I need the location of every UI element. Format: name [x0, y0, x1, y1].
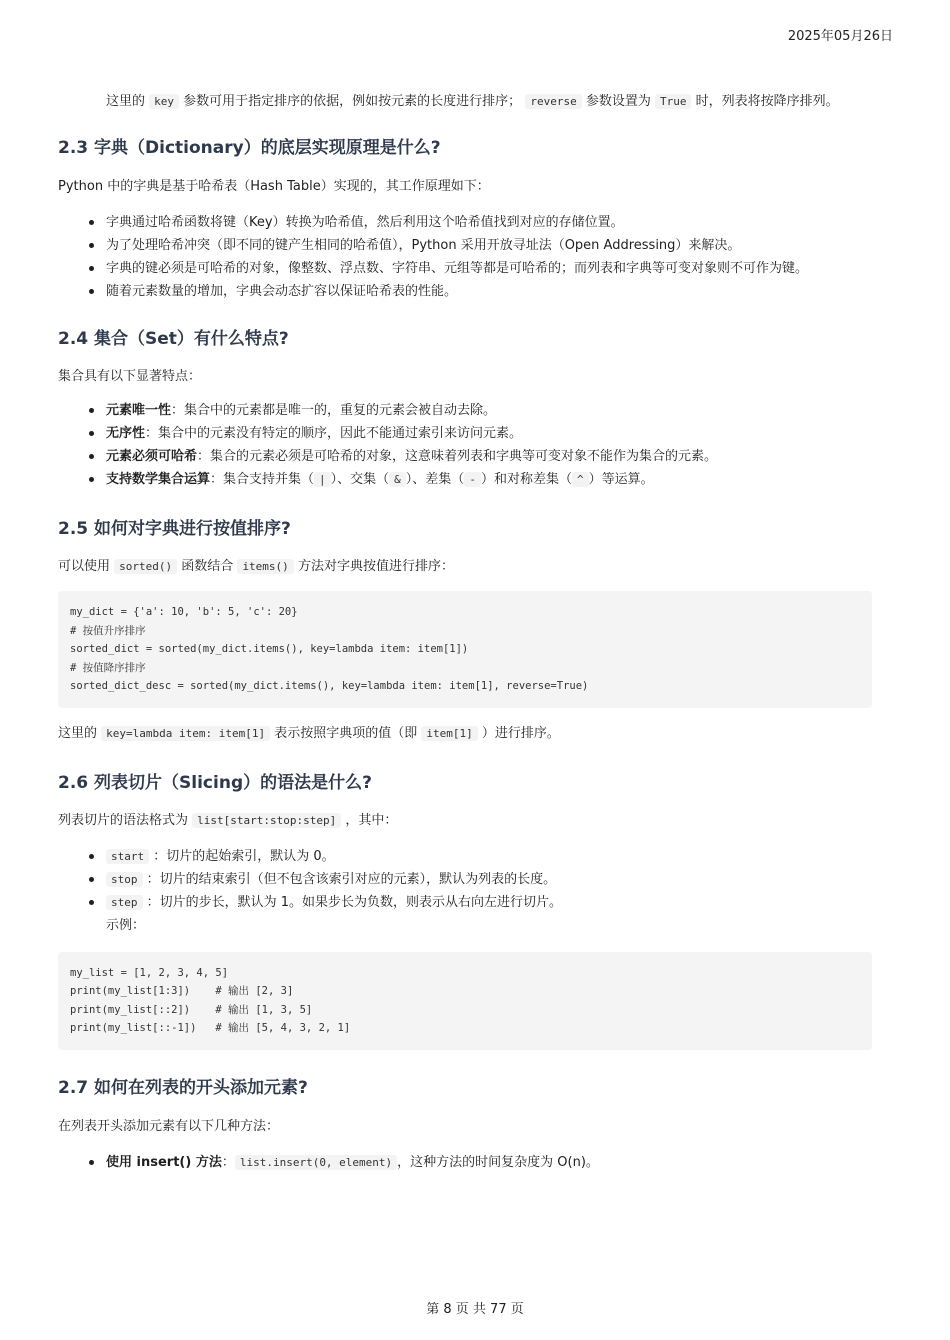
list-item: 支持数学集合运算：集合支持并集（ | ）、交集（ & ）、差集（ - ）和对称差集（ ^ ）等运算。: [106, 468, 872, 491]
section-lead: 集合具有以下显著特点：: [58, 369, 202, 384]
intro-paragraph: 这里的 key 参数可用于指定排序的依据，例如按元素的长度进行排序； reverse 参数设置为 True 时，列表将按降序排列。: [106, 94, 839, 109]
section-lead: 列表切片的语法格式为 list[start:stop:step] ，其中：: [58, 812, 398, 828]
section-title-2-5: 2.5 如何对字典进行按值排序?: [58, 519, 291, 539]
code-block: my_list = [1, 2, 3, 4, 5] print(my_list[1:3]) # 输出 [2, 3] print(my_list[::2]) # 输出 [1, 3, 5] print(my_list[::-1]) # 输出 [5, 4, 3, 2, 1]: [58, 952, 872, 1050]
section-title-2-4: 2.4 集合（Set）有什么特点?: [58, 329, 289, 349]
section-lead: 可以使用 sorted() 函数结合 items() 方法对字典按值进行排序：: [58, 559, 454, 574]
section-title-2-7: 2.7 如何在列表的开头添加元素?: [58, 1077, 308, 1098]
list-item: 元素必须可哈希：集合的元素必须是可哈希的对象，这意味着列表和字典等可变对象不能作为集合的元素。: [106, 445, 872, 468]
list-item: 字典的键必须是可哈希的对象，像整数、浮点数、字符串、元组等都是可哈希的；而列表和字典等可变对象则不可作为键。: [106, 257, 872, 280]
list-item: 为了处理哈希冲突（即不同的键产生相同的哈希值），Python 采用开放寻址法（Open Addressing）来解决。: [106, 234, 872, 257]
section-note: 这里的 key=lambda item: item[1] 表示按照字典项的值（即 item[1] ）进行排序。: [58, 725, 560, 741]
section-lead: Python 中的字典是基于哈希表（Hash Table）实现的，其工作原理如下：: [58, 179, 490, 194]
list-item: start ：切片的起始索引，默认为 0。: [106, 845, 872, 868]
code-block: my_dict = {'a': 10, 'b': 5, 'c': 20} # 按值升序排序 sorted_dict = sorted(my_dict.items(), key=lambda item: item[1]) # 按值降序排序 sorted_dict_desc = sorted(my_dict.items(), key=lambda item: item[1], reverse=True): [58, 591, 872, 708]
section-lead: 在列表开头添加元素有以下几种方法：: [58, 1118, 280, 1134]
section-title-2-6: 2.6 列表切片（Slicing）的语法是什么?: [58, 772, 372, 793]
header-date: 2025年05月26日: [787, 29, 893, 44]
bullet-list: [58, 211, 872, 303]
list-item: step ：切片的步长，默认为 1。如果步长为负数，则表示从右向左进行切片。: [106, 891, 872, 914]
list-item: 随着元素数量的增加，字典会动态扩容以保证哈希表的性能。: [106, 280, 872, 303]
bullet-list: [58, 1151, 872, 1174]
inline-code: key: [149, 94, 179, 109]
list-item: stop ：切片的结束索引（但不包含该索引对应的元素），默认为列表的长度。: [106, 868, 872, 891]
inline-code: True: [655, 94, 692, 109]
document-body: [58, 90, 872, 1174]
inline-code: reverse: [525, 94, 581, 109]
list-item: 无序性：集合中的元素没有特定的顺序，因此不能通过索引来访问元素。: [106, 422, 872, 445]
list-item: 示例：: [106, 917, 146, 933]
bullet-list: [58, 845, 872, 937]
list-item: 字典通过哈希函数将键（Key）转换为哈希值，然后利用这个哈希值找到对应的存储位置。: [106, 211, 872, 234]
section-title-2-3: 2.3 字典（Dictionary）的底层实现原理是什么?: [58, 138, 441, 158]
list-item: 使用 insert() 方法： list.insert(0, element) ，这种方法的时间复杂度为 O(n)。: [106, 1151, 872, 1174]
page-footer: 第 8 页 共 77 页: [426, 1302, 524, 1317]
list-item: 元素唯一性：集合中的元素都是唯一的，重复的元素会被自动去除。: [106, 399, 872, 422]
bullet-list: [58, 399, 872, 491]
